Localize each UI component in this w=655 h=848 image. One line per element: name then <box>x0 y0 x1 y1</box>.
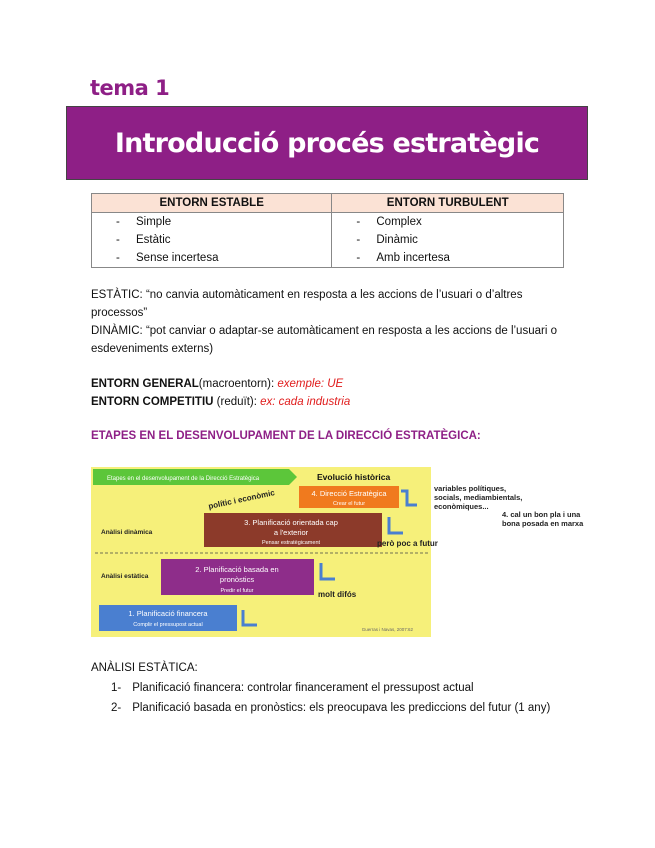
estatic-definition-line: processos” <box>91 307 148 319</box>
stage-2-title: pronòstics <box>219 575 255 584</box>
list-item: 1- Planificació financera: controlar financerament el pressupost actual <box>111 682 474 694</box>
stage-3-subtitle: Pensar estratègicament <box>261 540 321 546</box>
annotation-politic: polític i econòmic <box>207 488 276 511</box>
table-header-turbulent: ENTORN TURBULENT <box>332 194 564 213</box>
table-cell: - Sense incertesa <box>92 249 332 268</box>
table-cell: - Amb incertesa <box>332 249 564 268</box>
analisi-section <box>91 658 550 718</box>
diagram-banner-text: Etapes en el desenvolupament de la Direcció Estratègica <box>107 476 260 482</box>
stage-4-title: 4. Direcció Estratègica <box>311 489 387 498</box>
stage-2-subtitle: Predir el futur <box>220 588 254 594</box>
table-cell: - Estàtic <box>92 231 332 249</box>
stages-diagram <box>91 465 594 640</box>
dinamic-definition-line: esdeveniments externs) <box>91 343 214 355</box>
definitions <box>91 286 571 358</box>
stage-3-title: a l'exterior <box>273 528 309 537</box>
entorn-general: ENTORN GENERAL(macroentorn): exemple: UE <box>91 378 344 390</box>
annotation-variables: socials, mediambientals, <box>434 493 523 502</box>
topic-label: tema 1 <box>90 76 170 100</box>
table-cell: - Dinàmic <box>332 231 564 249</box>
entorn-competitiu: ENTORN COMPETITIU (reduït): ex: cada industria <box>91 396 351 408</box>
dinamic-definition-line: DINÀMIC: “pot canviar o adaptar-se automàticament en resposta a les accions de l’usuari o <box>91 325 557 337</box>
page-title: Introducció procés estratègic <box>114 127 540 159</box>
stage-4-subtitle: Crear el futur <box>332 501 366 507</box>
table-header-stable: ENTORN ESTABLE <box>92 194 332 213</box>
title-banner <box>66 106 588 180</box>
estatic-definition-line: ESTÀTIC: “no canvia automàticament en resposta a les accions de l’usuari o d’altres <box>91 289 523 301</box>
stage-2-title: 2. Planificació basada en <box>195 565 279 574</box>
diagram-source: Guerras i Navas, 2007:62 <box>361 627 413 632</box>
section-heading: ETAPES EN EL DESENVOLUPAMENT DE LA DIRECCIÓ ESTRATÈGICA: <box>91 430 481 442</box>
stage-1-subtitle: Complir el pressupost actual <box>133 622 203 628</box>
analisi-heading: ANÀLISI ESTÀTICA: <box>91 662 198 674</box>
stage-1-title: 1. Planificació financera <box>128 609 208 618</box>
annotation-stage-4: 4. cal un bon pla i una <box>502 510 581 519</box>
stage-3-title: 3. Planificació orientada cap <box>244 518 338 527</box>
entorn-block <box>91 375 571 411</box>
table-cell: - Complex <box>332 213 564 232</box>
environment-table <box>91 193 564 268</box>
dynamic-label: Anàlisi dinàmica <box>101 529 153 536</box>
annotation-molt: molt difós <box>318 590 357 599</box>
table-cell: - Simple <box>92 213 332 232</box>
annotation-pero: però poc a futur <box>377 539 438 548</box>
evolution-label: Evolució històrica <box>317 472 391 482</box>
list-item: 2- Planificació basada en pronòstics: els preocupava les prediccions del futur (1 any) <box>111 702 551 714</box>
annotation-stage-4: bona posada en marxa <box>502 519 584 528</box>
annotation-variables: econòmiques... <box>434 502 489 511</box>
static-label: Anàlisi estàtica <box>101 573 149 580</box>
annotation-variables: variables polítiques, <box>434 484 507 493</box>
